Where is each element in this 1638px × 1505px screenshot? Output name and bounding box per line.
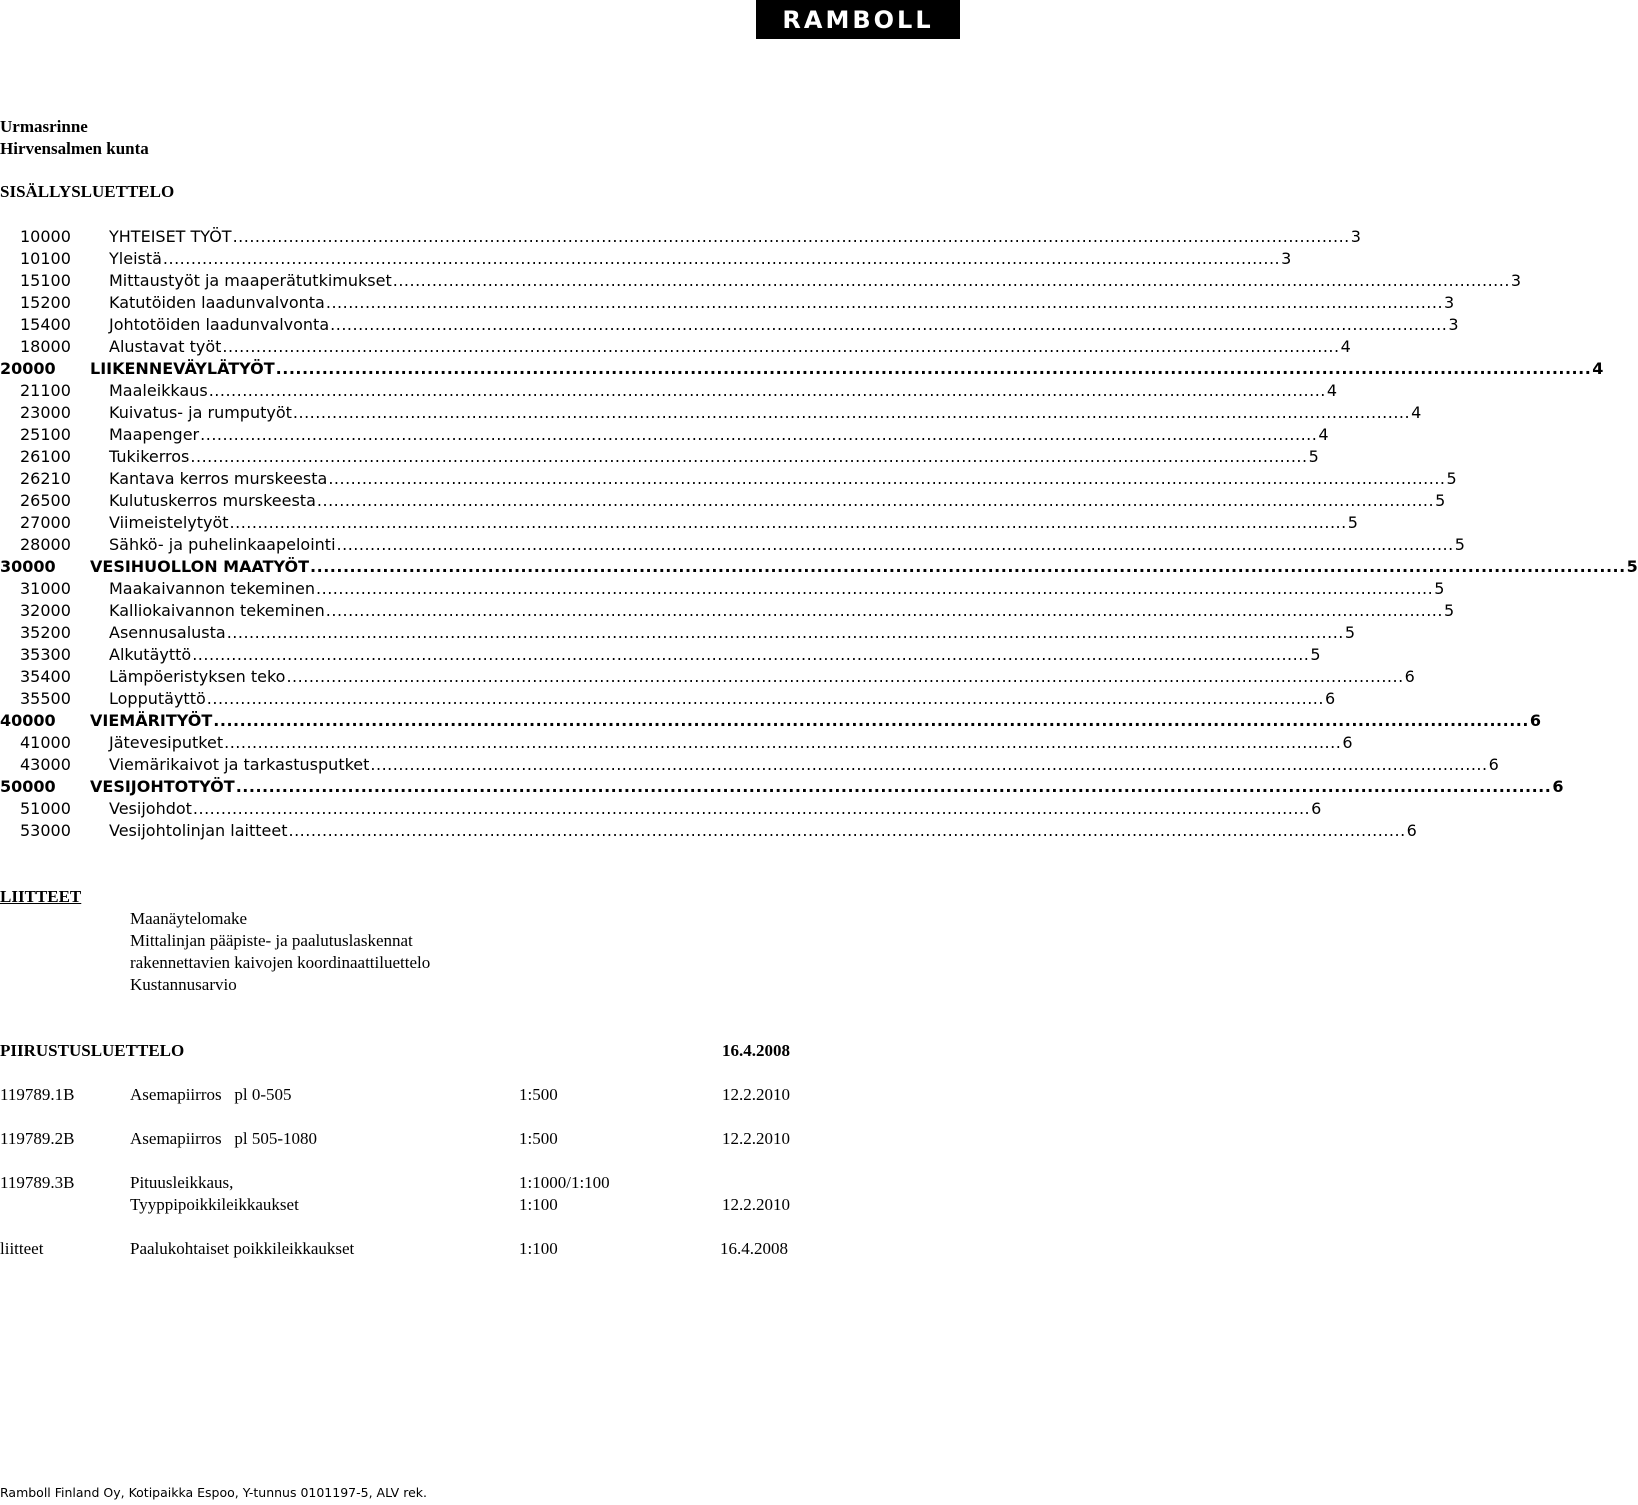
toc-leader-dots: ........................................................................................................................................................................................................ xyxy=(192,645,1310,664)
toc-leader-dots: ........................................................................................................................................................................................................ xyxy=(310,557,1626,576)
drawing-date: 12.2.2010 xyxy=(722,1085,790,1104)
toc-page-number: 6 xyxy=(1342,733,1353,752)
toc-title: Tukikerros xyxy=(109,447,190,466)
toc-leader-dots: ........................................................................................................................................................................................................ xyxy=(292,403,1411,422)
drawing-name: Asemapiirros pl 505-1080 xyxy=(130,1129,317,1148)
toc-leader-dots: ........................................................................................................................................................................................................ xyxy=(286,667,1404,686)
toc-title: Asennusalusta xyxy=(109,623,226,642)
toc-title: Mittaustyöt ja maaperätutkimukset xyxy=(109,271,392,290)
toc-leader-dots: ........................................................................................................................................................................................................ xyxy=(229,513,1347,532)
piirustus-date: 16.4.2008 xyxy=(722,1041,790,1060)
toc-leader-dots: ........................................................................................................................................................................................................ xyxy=(200,425,1318,444)
toc-page-number: 4 xyxy=(1340,337,1351,356)
toc-code: 18000 xyxy=(20,337,71,356)
toc-leader-dots: ........................................................................................................................................................................................................ xyxy=(208,381,1326,400)
toc-row[interactable] xyxy=(0,402,1422,424)
toc-page-number: 4 xyxy=(1326,381,1338,400)
toc-code: 21100 xyxy=(20,381,71,400)
toc-leader-dots: ........................................................................................................................................................................................................ xyxy=(316,491,1435,510)
toc-title: Vesijohtolinjan laitteet xyxy=(109,821,288,840)
drawing-scale: 1:500 xyxy=(519,1129,558,1148)
header-line-1: Urmasrinne xyxy=(0,117,88,136)
drawing-date: 16.4.2008 xyxy=(720,1239,788,1258)
toc-title: Alkutäyttö xyxy=(109,645,192,664)
toc-title: Maakaivannon tekeminen xyxy=(109,579,316,598)
toc-leader-dots: ........................................................................................................................................................................................................ xyxy=(325,601,1443,620)
toc-code: 25100 xyxy=(20,425,71,444)
toc-row[interactable] xyxy=(0,534,1465,556)
toc-row[interactable] xyxy=(0,666,1415,688)
toc-leader-dots: ........................................................................................................................................................................................................ xyxy=(162,249,1281,268)
liitteet-title: LIITTEET xyxy=(0,887,82,906)
toc-row[interactable] xyxy=(0,798,1322,820)
toc-title: Alustavat työt xyxy=(109,337,222,356)
toc-page-number: 4 xyxy=(1318,425,1329,444)
drawing-number: 119789.1B xyxy=(0,1085,75,1104)
toc-page-number: 5 xyxy=(1626,557,1638,576)
toc-leader-dots: ........................................................................................................................................................................................................ xyxy=(275,359,1592,378)
toc-row[interactable] xyxy=(0,644,1321,666)
toc-code: 35500 xyxy=(20,689,71,708)
toc-leader-dots: ........................................................................................................................................................................................................ xyxy=(392,271,1510,290)
toc-code: 20000 xyxy=(0,359,56,378)
toc-row[interactable] xyxy=(0,336,1351,358)
drawing-name: Asemapiirros pl 0-505 xyxy=(130,1085,292,1104)
toc-row[interactable] xyxy=(0,710,1542,732)
drawing-name: Pituusleikkaus, xyxy=(130,1173,234,1192)
toc-page-number: 6 xyxy=(1529,711,1542,730)
toc-leader-dots: ........................................................................................................................................................................................................ xyxy=(192,799,1311,818)
toc-row[interactable] xyxy=(0,380,1338,402)
toc-code: 35200 xyxy=(20,623,71,642)
toc-code: 10000 xyxy=(20,227,71,246)
toc-page-number: 3 xyxy=(1448,315,1459,334)
toc-code: 23000 xyxy=(20,403,71,422)
toc-row[interactable] xyxy=(0,424,1329,446)
drawing-scale: 1:1000/1:100 xyxy=(519,1173,610,1192)
toc-title: Kuivatus- ja rumputyöt xyxy=(109,403,292,422)
toc-page-number: 5 xyxy=(1347,513,1358,532)
drawing-date: 12.2.2010 xyxy=(722,1129,790,1148)
toc-code: 15200 xyxy=(20,293,71,312)
toc-row[interactable] xyxy=(0,578,1445,600)
toc-page-number: 5 xyxy=(1310,645,1321,664)
toc-row[interactable] xyxy=(0,600,1455,622)
toc-page-number: 5 xyxy=(1443,601,1455,620)
toc-page-number: 5 xyxy=(1435,491,1446,510)
drawing-name: Paalukohtaiset poikkileikkaukset xyxy=(130,1239,355,1258)
toc-page-number: 3 xyxy=(1350,227,1361,246)
toc-code: 53000 xyxy=(20,821,71,840)
toc-code: 41000 xyxy=(20,733,71,752)
toc-title: Kulutuskerros murskeesta xyxy=(109,491,316,510)
toc-code: 30000 xyxy=(0,557,56,576)
drawing-date: 12.2.2010 xyxy=(722,1195,790,1214)
page-footer: Ramboll Finland Oy, Kotipaikka Espoo, Y-tunnus 0101197-5, ALV rek. xyxy=(0,1485,427,1500)
toc-page-number: 6 xyxy=(1406,821,1417,840)
drawing-scale: 1:100 xyxy=(519,1239,558,1258)
toc-row[interactable] xyxy=(0,358,1604,380)
toc-row[interactable] xyxy=(0,820,1417,842)
toc-title: Vesijohdot xyxy=(109,799,192,818)
toc-leader-dots: ........................................................................................................................................................................................................ xyxy=(330,315,1448,334)
toc-title: Lämpöeristyksen teko xyxy=(109,667,286,686)
toc-row[interactable] xyxy=(0,688,1336,710)
toc-leader-dots: ........................................................................................................................................................................................................ xyxy=(235,777,1552,796)
liite-item: rakennettavien kaivojen koordinaattiluettelo xyxy=(130,953,431,972)
toc-page-number: 3 xyxy=(1510,271,1522,290)
toc-title: Viemärikaivot ja tarkastusputket xyxy=(109,755,370,774)
drawing-number: 119789.2B xyxy=(0,1129,75,1148)
toc-title: LIIKENNEVÄYLÄTYÖT xyxy=(90,359,275,378)
toc-page-number: 4 xyxy=(1411,403,1422,422)
toc-page-number: 6 xyxy=(1488,755,1499,774)
toc-title: Maapenger xyxy=(109,425,200,444)
toc-code: 26100 xyxy=(20,447,71,466)
toc-title: Johtotöiden laadunvalvonta xyxy=(109,315,330,334)
toc-title: Maaleikkaus xyxy=(109,381,208,400)
toc-title: Katutöiden laadunvalvonta xyxy=(109,293,325,312)
toc-row[interactable] xyxy=(0,248,1292,270)
toc-page-number: 6 xyxy=(1404,667,1415,686)
toc-row[interactable] xyxy=(0,556,1638,578)
toc-leader-dots: ........................................................................................................................................................................................................ xyxy=(190,447,1308,466)
toc-page-number: 4 xyxy=(1592,359,1604,378)
toc-leader-dots: ........................................................................................................................................................................................................ xyxy=(213,711,1529,730)
toc-title: Viimeistelytyöt xyxy=(109,513,229,532)
toc-page-number: 5 xyxy=(1454,535,1465,554)
toc-leader-dots: ........................................................................................................................................................................................................ xyxy=(328,469,1446,488)
toc-page-number: 5 xyxy=(1344,623,1356,642)
toc-title: VESIJOHTOTYÖT xyxy=(90,777,235,796)
toc-leader-dots: ........................................................................................................................................................................................................ xyxy=(325,293,1444,312)
toc-code: 26500 xyxy=(20,491,71,510)
drawing-name: Tyyppipoikkileikkaukset xyxy=(130,1195,299,1214)
toc-leader-dots: ........................................................................................................................................................................................................ xyxy=(336,535,1454,554)
liite-item: Mittalinjan pääpiste- ja paalutuslaskennat xyxy=(130,931,413,950)
toc-code: 15100 xyxy=(20,271,71,290)
toc-row[interactable] xyxy=(0,490,1446,512)
toc-code: 35400 xyxy=(20,667,71,686)
toc-leader-dots: ........................................................................................................................................................................................................ xyxy=(222,337,1340,356)
toc-page-number: 6 xyxy=(1552,777,1564,796)
toc-code: 32000 xyxy=(20,601,71,620)
toc-page-number: 5 xyxy=(1446,469,1457,488)
toc-title: Lopputäyttö xyxy=(109,689,206,708)
toc-row[interactable] xyxy=(0,292,1455,314)
toc-page-number: 5 xyxy=(1434,579,1445,598)
toc-page-number: 5 xyxy=(1308,447,1319,466)
toc-leader-dots: ........................................................................................................................................................................................................ xyxy=(288,821,1406,840)
toc-row[interactable] xyxy=(0,446,1319,468)
toc-title: SISÄLLYSLUETTELO xyxy=(0,182,175,201)
toc-row[interactable] xyxy=(0,226,1361,248)
toc-row[interactable] xyxy=(0,622,1356,644)
toc-title: Sähkö- ja puhelinkaapelointi xyxy=(109,535,336,554)
toc-code: 15400 xyxy=(20,315,71,334)
drawing-scale: 1:100 xyxy=(519,1195,558,1214)
toc-page-number: 6 xyxy=(1324,689,1336,708)
toc-leader-dots: ........................................................................................................................................................................................................ xyxy=(232,227,1350,246)
toc-title: Kalliokaivannon tekeminen xyxy=(109,601,325,620)
toc-code: 40000 xyxy=(0,711,56,730)
drawing-number: liitteet xyxy=(0,1239,44,1258)
toc-row[interactable] xyxy=(0,270,1522,292)
toc-title: VIEMÄRITYÖT xyxy=(90,711,213,730)
liite-item: Maanäytelomake xyxy=(130,909,248,928)
toc-leader-dots: ........................................................................................................................................................................................................ xyxy=(226,623,1344,642)
piirustus-title: PIIRUSTUSLUETTELO xyxy=(0,1041,185,1060)
liite-item: Kustannusarvio xyxy=(130,975,237,994)
toc-page-number: 3 xyxy=(1444,293,1455,312)
toc-leader-dots: ........................................................................................................................................................................................................ xyxy=(206,689,1324,708)
toc-page-number: 6 xyxy=(1311,799,1322,818)
toc-code: 50000 xyxy=(0,777,56,796)
toc-code: 51000 xyxy=(20,799,71,818)
toc-code: 31000 xyxy=(20,579,71,598)
toc-title: VESIHUOLLON MAATYÖT xyxy=(90,557,310,576)
toc-code: 26210 xyxy=(20,469,71,488)
toc-title: Yleistä xyxy=(109,249,162,268)
toc-leader-dots: ........................................................................................................................................................................................................ xyxy=(316,579,1434,598)
toc-row[interactable] xyxy=(0,754,1499,776)
toc-code: 27000 xyxy=(20,513,71,532)
toc-code: 35300 xyxy=(20,645,71,664)
toc-title: Jätevesiputket xyxy=(109,733,224,752)
toc-code: 43000 xyxy=(20,755,71,774)
toc-leader-dots: ........................................................................................................................................................................................................ xyxy=(370,755,1488,774)
drawing-scale: 1:500 xyxy=(519,1085,558,1104)
toc-leader-dots: ........................................................................................................................................................................................................ xyxy=(224,733,1342,752)
toc-title: Kantava kerros murskeesta xyxy=(109,469,328,488)
toc-page-number: 3 xyxy=(1281,249,1292,268)
header-line-2: Hirvensalmen kunta xyxy=(0,139,149,158)
drawing-number: 119789.3B xyxy=(0,1173,75,1192)
toc-row[interactable] xyxy=(0,732,1353,754)
toc-row[interactable] xyxy=(0,314,1459,336)
ramboll-logo: RAMBOLL xyxy=(756,0,960,39)
toc-row[interactable] xyxy=(0,776,1564,798)
toc-code: 10100 xyxy=(20,249,71,268)
toc-code: 28000 xyxy=(20,535,71,554)
toc-row[interactable] xyxy=(0,468,1457,490)
toc-row[interactable] xyxy=(0,512,1358,534)
toc-title: YHTEISET TYÖT xyxy=(109,227,232,246)
